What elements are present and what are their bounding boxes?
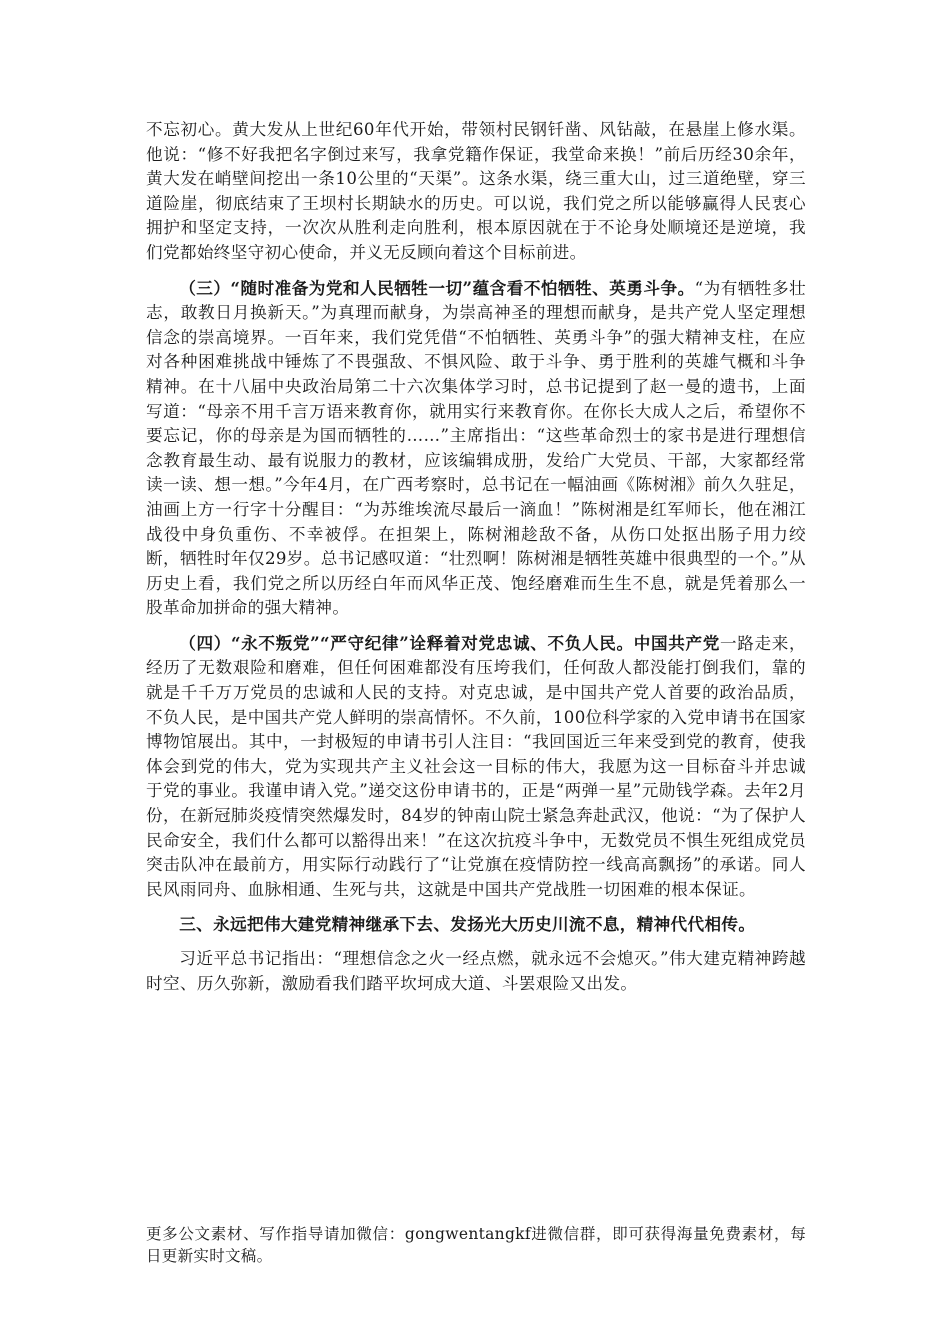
section-4-heading: （四）“永不叛党”“严守纪律”诠释着对党忠诚、不负人民。中国共产党	[179, 632, 721, 653]
paragraph-5-text: 习近平总书记指出：“理想信念之火一经点燃，就永远不会熄灭。”伟大建克精神跨越时空、历久弥新，激励看我们踏平坎坷成大道、斗罢艰险又出发。	[146, 949, 806, 993]
paragraph-3	[146, 631, 806, 903]
paragraph-3-text: 一路走来，经历了无数艰险和磨难，但任何困难都没有压垮我们，任何敌人都没能打倒我们，靠的就是千千万万党员的忠诚和人民的支持。对克忠诚，是中国共产党人首要的政治品质，不负人民，是中国共产党人鲜明的崇高情怀。不久前，100位科学家的入党申请书在国家博物馆展出。其中，一封极短的申请书引人注目：“我回国近三年来受到党的教育，使我体会到党的伟大，党为实现共产主义社会这一目标的伟大，我愿为这一目标奋斗并忠诚于党的事业。我谨申请入党。”递交这份申请书的，正是“两弹一星”元勋钱学森。去年2月份，在新冠肺炎疫情突然爆发时，84岁的钟南山院士紧急奔赴武汉，他说：“为了保护人民命安全，我们什么都可以豁得出来！”在这次抗疫斗争中，无数党员不惧生死组成党员突击队冲在最前方，用实际行动践行了“让党旗在疫情防控一线高高飘扬”的承诺。同人民风雨同舟、血脉相通、生死与共，这就是中国共产党战胜一切困难的根本保证。	[146, 633, 807, 899]
chapter-3-heading	[146, 912, 806, 937]
chapter-3-heading-text: 三、永远把伟大建党精神继承下去、发扬光大历史川流不息，精神代代相传。	[179, 914, 756, 935]
footer-note: 更多公文素材、写作指导请加微信：gongwentangkf进微信群，即可获得海量免费素材，每日更新实时文稿。	[146, 1225, 806, 1265]
document-body	[146, 118, 806, 1006]
paragraph-2	[146, 276, 806, 621]
paragraph-1-text: 不忘初心。黄大发从上世纪60年代开始，带领村民钢钎凿、风钻敲，在悬崖上修水渠。他说：“修不好我把名字倒过来写，我拿党籍作保证，我堂命来换！”前后历经30余年，黄大发在峭壁间挖出一条10公里的“天渠”。这条水渠，绕三重大山，过三道绝壁，穿三道险崖，彻底结束了王坝村长期缺水的历史。可以说，我们党之所以能够赢得人民衷心拥护和坚定支持，一次次从胜利走向胜利，根本原因就在于不论身处顺境还是逆境，我们党都始终坚守初心使命，并义无反顾向着这个目标前进。	[146, 120, 806, 262]
paragraph-5	[146, 947, 806, 996]
paragraph-1	[146, 118, 806, 266]
section-3-heading: （三）“随时准备为党和人民牺牲一切”蕴含看不怕牺牲、英勇斗争。	[179, 277, 695, 298]
paragraph-2-text: “为有牺牲多壮志，敢教日月换新天。”为真理而献身，为崇高神圣的理想而献身，是共产党人坚定理想信念的崇高境界。一百年来，我们党凭借“不怕牺牲、英勇斗争”的强大精神支柱，在应对各种困难挑战中锤炼了不畏强敌、不惧风险、敢于斗争、勇于胜利的英雄气概和斗争精神。在十八届中央政治局第二十六次集体学习时，总书记提到了赵一曼的遗书，上面写道：“母亲不用千言万语来教育你，就用实行来教育你。在你长大成人之后，希望你不要忘记，你的母亲是为国而牺牲的……”主席指出：“这些革命烈士的家书是进行理想信念教育最生动、最有说服力的教材，应该编辑成册，发给广大党员、干部，大家都经常读一读、想一想。”今年4月，在广西考察时，总书记在一幅油画《陈树湘》前久久驻足，油画上方一行字十分醒目：“为苏维埃流尽最后一滴血！”陈树湘是红军师长，他在湘江战役中身负重伤、不幸被俘。在担架上，陈树湘趁敌不备，从伤口处抠出肠子用力绞断，牺牲时年仅29岁。总书记感叹道：“壮烈啊！陈树湘是牺牲英雄中很典型的一个。”从历史上看，我们党之所以历经白年而风华正茂、饱经磨难而生生不息，就是凭着那么一股革命加拼命的强大精神。	[146, 278, 807, 618]
